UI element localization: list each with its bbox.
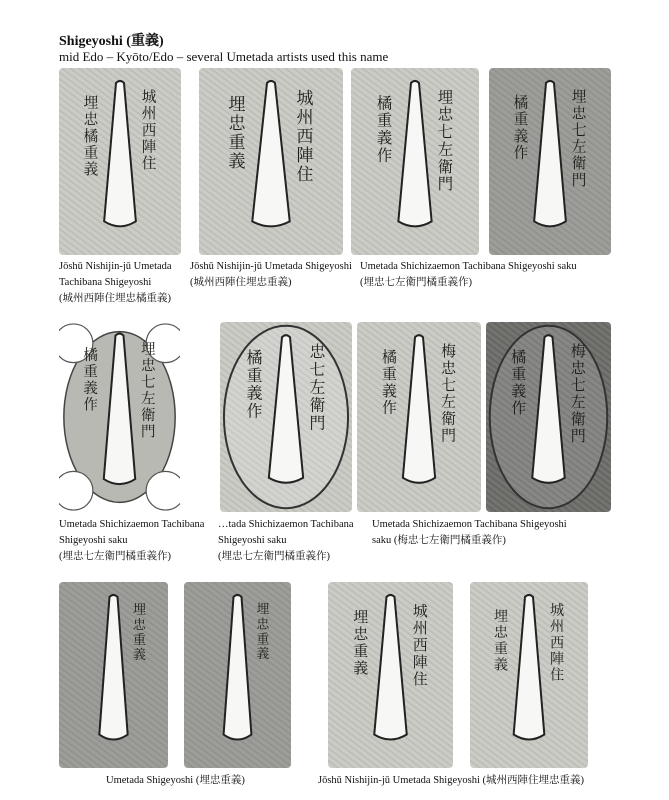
signature-glyph: 忠 xyxy=(441,358,456,377)
caption xyxy=(106,773,245,789)
signature-glyph: 西 xyxy=(141,121,157,139)
signature-glyph: 義 xyxy=(228,151,246,172)
signature-glyph: 七 xyxy=(141,375,156,392)
signature-glyph: 城 xyxy=(141,88,157,106)
caption xyxy=(318,773,584,789)
tsuba-drawing xyxy=(184,582,291,768)
signature-glyph: 左 xyxy=(309,377,326,397)
caption-line: Jōshū Nishijin-jū Umetada Shigeyoshi (城州西陣住埋忠重義) xyxy=(318,775,584,786)
signature-glyph: 陣 xyxy=(412,652,428,671)
signature-glyph: 橘 xyxy=(376,94,393,113)
tsuba-photo xyxy=(184,582,291,768)
signature-glyph: 陣 xyxy=(296,145,314,166)
signature-glyph: 作 xyxy=(513,144,529,162)
signature-glyph: 義 xyxy=(353,658,369,677)
nakago-ana xyxy=(534,81,566,226)
signature-glyph: 左 xyxy=(141,391,156,408)
signature-glyph: 橘 xyxy=(246,348,263,368)
nakago-ana xyxy=(252,81,289,226)
signature-glyph: 梅 xyxy=(570,342,586,361)
signature-glyph: 義 xyxy=(83,161,99,179)
signature-glyph: 七 xyxy=(571,121,587,139)
signature-glyph: 橘 xyxy=(83,127,99,145)
signature-glyph: 埋 xyxy=(141,342,156,359)
tsuba-photo xyxy=(489,68,611,255)
caption-line: Umetada Shigeyoshi (埋忠重義) xyxy=(106,775,245,786)
signature-glyph: 義 xyxy=(83,381,98,398)
signature-glyph: 梅 xyxy=(441,342,456,361)
tsuba-photo xyxy=(59,320,180,514)
signature-glyph: 義 xyxy=(246,383,263,403)
signature-glyph: 忠 xyxy=(493,625,509,642)
caption-line: Umetada Shichizaemon Tachibana xyxy=(59,519,205,530)
caption-line: (城州西陣住埋忠橘重義) xyxy=(59,293,171,304)
signature-glyph: 橘 xyxy=(511,348,527,367)
tsuba-photo xyxy=(59,68,181,255)
signature-glyph: 七 xyxy=(441,375,456,394)
signature-glyph: 門 xyxy=(437,175,454,194)
signature-glyph: 住 xyxy=(141,155,157,173)
tsuba-photo xyxy=(199,68,343,255)
signature-glyph: 埋 xyxy=(228,94,246,115)
caption-line: saku (梅忠七左衛門橘重義作) xyxy=(372,535,506,546)
caption xyxy=(190,259,352,291)
signature-glyph: 左 xyxy=(570,393,586,412)
signature-glyph: 埋 xyxy=(256,602,270,618)
signature-glyph: 忠 xyxy=(437,105,454,124)
caption-line: (埋忠七左衛門橘重義作) xyxy=(360,277,472,288)
signature-glyph: 忠 xyxy=(571,105,587,123)
tsuba-photo xyxy=(470,582,588,768)
tsuba-drawing xyxy=(351,68,479,255)
tsuba-drawing xyxy=(59,320,180,514)
signature-glyph: 忠 xyxy=(256,617,270,633)
signature-glyph: 門 xyxy=(570,427,586,446)
signature-glyph: 重 xyxy=(382,364,397,383)
signature-glyph: 重 xyxy=(246,365,263,385)
signature-glyph: 門 xyxy=(441,426,456,445)
signature-glyph: 城 xyxy=(549,603,565,620)
tsuba-drawing xyxy=(199,68,343,255)
signature-glyph: 橘 xyxy=(83,348,98,365)
signature-glyph: 埋 xyxy=(132,602,146,618)
signature-glyph: 義 xyxy=(382,381,397,400)
signature-glyph: 重 xyxy=(353,641,369,660)
sukashi-opening xyxy=(146,471,180,510)
signature-glyph: 城 xyxy=(296,88,314,109)
tsuba-drawing xyxy=(470,582,588,768)
tsuba-photo xyxy=(351,68,479,255)
page-subtitle: mid Edo – Kyōto/Edo – several Umetada artists used this name xyxy=(59,49,389,64)
signature-glyph: 陣 xyxy=(141,138,157,156)
signature-glyph: 州 xyxy=(549,619,565,636)
caption-line: Jōshū Nishijin-jū Umetada xyxy=(59,261,172,272)
nakago-ana xyxy=(514,595,545,740)
tsuba-drawing xyxy=(328,582,453,768)
signature-glyph: 左 xyxy=(571,138,587,156)
signature-glyph: 重 xyxy=(256,632,270,648)
page-title: Shigeyoshi (重義) xyxy=(59,34,164,49)
nakago-ana xyxy=(403,335,435,483)
nakago-ana xyxy=(104,81,136,226)
signature-glyph: 重 xyxy=(83,364,98,381)
caption-line: Umetada Shichizaemon Tachibana Shigeyoshi xyxy=(372,519,567,530)
tsuba-drawing xyxy=(59,68,181,255)
caption-line: (埋忠七左衛門橘重義作) xyxy=(218,551,330,562)
signature-glyph: 義 xyxy=(376,129,393,148)
signature-glyph: 州 xyxy=(412,618,428,637)
signature-glyph: 橘 xyxy=(382,348,397,367)
signature-glyph: 七 xyxy=(437,123,454,142)
signature-glyph: 衛 xyxy=(437,157,454,176)
signature-glyph: 埋 xyxy=(353,607,369,626)
signature-glyph: 重 xyxy=(132,633,146,649)
tsuba-photo xyxy=(328,582,453,768)
tsuba-drawing xyxy=(220,322,352,512)
signature-glyph: 住 xyxy=(296,164,314,185)
caption-line: (埋忠七左衛門橘重義作) xyxy=(59,551,171,562)
signature-glyph: 忠 xyxy=(228,113,246,134)
signature-glyph: 衛 xyxy=(441,409,456,428)
signature-glyph: 西 xyxy=(296,126,314,147)
nakago-ana xyxy=(374,595,407,740)
signature-glyph: 衛 xyxy=(570,410,586,429)
signature-glyph: 州 xyxy=(141,105,157,123)
caption-line: Shigeyoshi saku xyxy=(59,535,128,546)
signature-glyph: 重 xyxy=(228,132,246,153)
tsuba-photo xyxy=(220,322,352,512)
signature-glyph: 作 xyxy=(382,398,397,417)
tsuba-drawing xyxy=(357,322,481,512)
signature-glyph: 作 xyxy=(511,399,527,418)
signature-glyph: 門 xyxy=(141,424,156,441)
signature-glyph: 忠 xyxy=(141,358,156,375)
tsuba-drawing xyxy=(489,68,611,255)
caption-line: Shigeyoshi saku xyxy=(218,535,287,546)
caption-line: (城州西陣住埋忠重義) xyxy=(190,277,292,288)
signature-glyph: 重 xyxy=(376,111,393,130)
signature-glyph: 橘 xyxy=(513,94,529,112)
tsuba-photo xyxy=(357,322,481,512)
caption xyxy=(59,259,172,307)
signature-glyph: 埋 xyxy=(437,88,454,107)
signature-glyph: 門 xyxy=(571,171,587,189)
signature-glyph: 州 xyxy=(296,107,314,128)
signature-glyph: 埋 xyxy=(571,88,587,106)
signature-glyph: 作 xyxy=(83,397,98,414)
nakago-ana xyxy=(398,81,431,226)
signature-glyph: 忠 xyxy=(353,624,369,643)
signature-glyph: 埋 xyxy=(493,609,509,626)
caption-line: …tada Shichizaemon Tachibana xyxy=(218,519,354,530)
signature-glyph: 左 xyxy=(441,392,456,411)
signature-glyph: 門 xyxy=(309,413,326,433)
signature-glyph: 忠 xyxy=(570,359,586,378)
signature-glyph: 忠 xyxy=(132,618,146,634)
nakago-ana xyxy=(224,595,252,740)
signature-glyph: 忠 xyxy=(83,111,99,129)
caption xyxy=(372,517,567,549)
signature-glyph: 七 xyxy=(570,376,586,395)
signature-glyph: 重 xyxy=(83,144,99,162)
signature-glyph: 西 xyxy=(412,635,428,654)
signature-glyph: 住 xyxy=(412,669,428,688)
signature-glyph: 城 xyxy=(412,601,428,620)
signature-glyph: 重 xyxy=(493,641,509,658)
signature-glyph: 重 xyxy=(511,365,527,384)
signature-glyph: 七 xyxy=(309,359,326,379)
signature-glyph: 陣 xyxy=(549,651,565,668)
signature-glyph: 衛 xyxy=(141,408,156,425)
caption xyxy=(360,259,577,291)
tsuba-drawing xyxy=(486,322,611,512)
signature-glyph: 西 xyxy=(549,635,565,652)
tsuba-photo xyxy=(59,582,168,768)
nakago-ana xyxy=(99,595,127,740)
signature-glyph: 重 xyxy=(513,111,529,129)
signature-glyph: 義 xyxy=(256,647,270,663)
caption-line: Tachibana Shigeyoshi xyxy=(59,277,152,288)
sukashi-opening xyxy=(59,471,93,510)
signature-glyph: 衛 xyxy=(309,395,326,415)
caption-line: Jōshū Nishijin-jū Umetada Shigeyoshi xyxy=(190,261,352,272)
caption-line: Umetada Shichizaemon Tachibana Shigeyoshi saku xyxy=(360,261,577,272)
signature-glyph: 義 xyxy=(513,127,529,145)
signature-glyph: 埋 xyxy=(83,94,99,112)
caption xyxy=(218,517,354,565)
signature-glyph: 住 xyxy=(549,667,565,684)
signature-glyph: 衛 xyxy=(571,155,587,173)
signature-glyph: 左 xyxy=(437,140,454,159)
signature-glyph: 忠 xyxy=(309,342,326,362)
signature-glyph: 作 xyxy=(246,401,263,421)
signature-glyph: 義 xyxy=(493,657,509,674)
tsuba-drawing xyxy=(59,582,168,768)
signature-glyph: 義 xyxy=(511,382,527,401)
signature-glyph: 義 xyxy=(132,648,146,664)
tsuba-photo xyxy=(486,322,611,512)
signature-glyph: 作 xyxy=(376,146,393,165)
caption xyxy=(59,517,204,565)
